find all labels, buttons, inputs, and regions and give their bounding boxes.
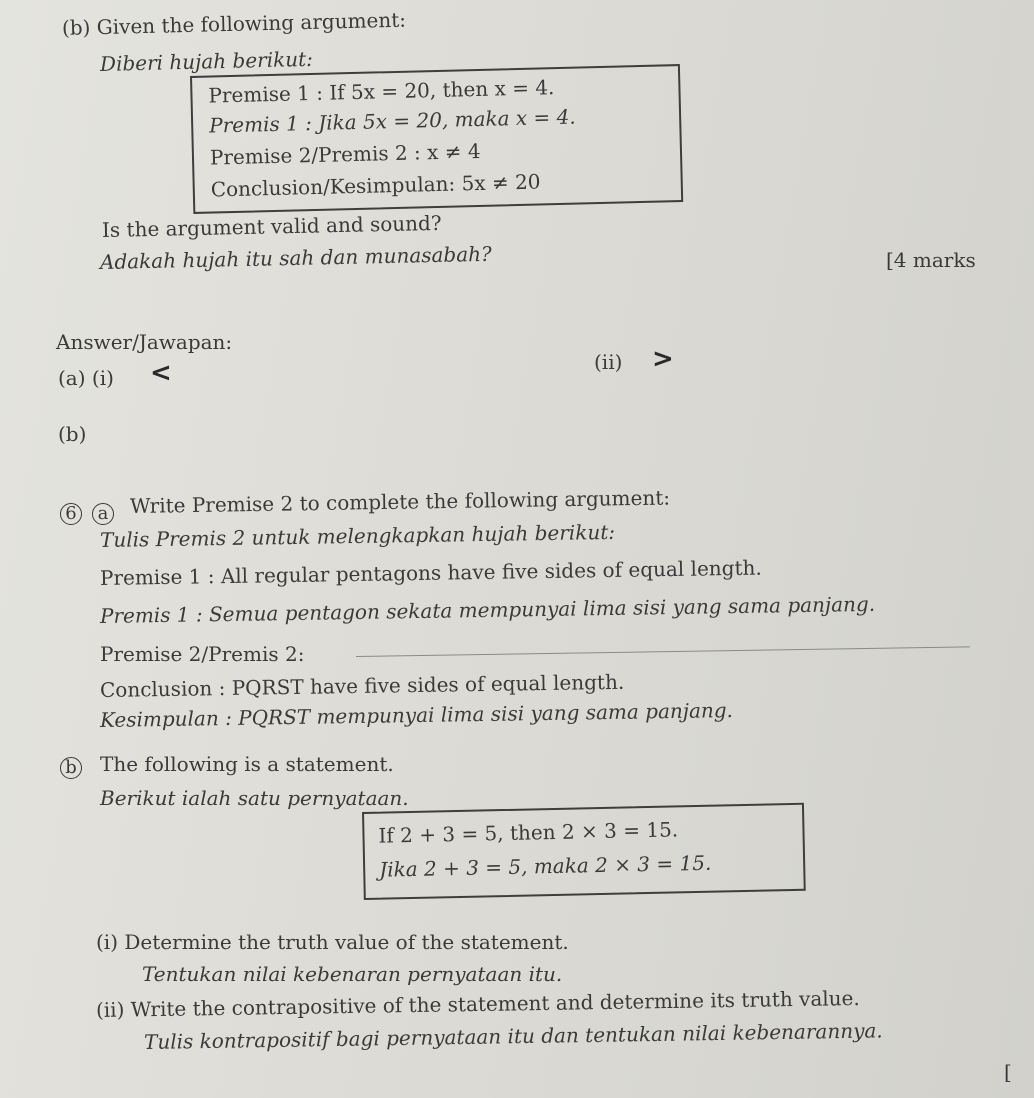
q6b-label-circle: b <box>60 757 82 779</box>
argument-box <box>190 64 683 214</box>
conclusion: Conclusion/Kesimpulan: 5x ≠ 20 <box>210 169 541 202</box>
question-ms: Adakah hujah itu sah dan munasabah? <box>99 241 492 274</box>
q6a-conclusion-en: Conclusion : PQRST have five sides of equal length. <box>99 669 625 702</box>
q6a-premise-1-en: Premise 1 : All regular pentagons have five sides of equal length. <box>99 555 762 590</box>
answer-label: Answer/Jawapan: <box>56 330 233 354</box>
q6a-answer-line[interactable] <box>356 646 970 657</box>
q6a-premise-2-label: Premise 2/Premis 2: <box>100 642 305 666</box>
q6a-conclusion-ms: Kesimpulan : PQRST mempunyai lima sisi yang sama panjang. <box>99 698 734 732</box>
q6a-premise-1-ms: Premis 1 : Semua pentagon sekata mempunyai lima sisi yang sama panjang. <box>99 591 876 628</box>
statement-box <box>362 803 806 900</box>
answer-a-i-handwritten: < <box>150 358 172 388</box>
statement-en: If 2 + 3 = 5, then 2 × 3 = 15. <box>378 817 679 848</box>
answer-b: (b) <box>58 422 87 446</box>
statement-ms: Jika 2 + 3 = 5, maka 2 × 3 = 15. <box>378 850 712 882</box>
q6b-ii-ms: Tulis kontrapositif bagi pernyataan itu dan tentukan nilai kebenarannya. <box>143 1018 883 1054</box>
marks-label: [4 marks <box>886 248 976 272</box>
part-b-heading-ms: Diberi hujah berikut: <box>99 46 314 76</box>
q6a-instruction-en: Write Premise 2 to complete the following argument: <box>129 485 671 518</box>
q6a-instruction-ms: Tulis Premis 2 untuk melengkapkan hujah berikut: <box>99 519 616 552</box>
q6-number <box>60 500 82 525</box>
q6b-i-ms: Tentukan nilai kebenaran pernyataan itu. <box>142 962 563 986</box>
q6b-label <box>60 754 82 779</box>
answer-a-ii: (ii) <box>594 350 623 374</box>
trailing-marks-bracket: [ <box>1004 1060 1012 1084</box>
q6b-ii-en: (ii) Write the contrapositive of the statement and determine its truth value. <box>95 986 860 1022</box>
question-en: Is the argument valid and sound? <box>101 210 442 242</box>
q6b-intro-en: The following is a statement. <box>100 752 394 776</box>
q6a-label-circle: a <box>92 503 114 525</box>
premise-1-ms: Premis 1 : Jika 5x = 20, maka x = 4. <box>208 104 576 138</box>
q6a-label <box>92 500 114 525</box>
answer-a-i: (a) (i) <box>58 366 114 390</box>
premise-1-en: Premise 1 : If 5x = 20, then x = 4. <box>208 75 555 108</box>
q6b-i-en: (i) Determine the truth value of the statement. <box>96 930 569 954</box>
q6-number-circle: 6 <box>60 503 82 525</box>
part-b-heading: (b) Given the following argument: <box>61 7 407 40</box>
q6b-intro-ms: Berikut ialah satu pernyataan. <box>100 786 409 810</box>
premise-2: Premise 2/Premis 2 : x ≠ 4 <box>209 138 481 170</box>
answer-a-ii-handwritten: > <box>652 344 674 374</box>
